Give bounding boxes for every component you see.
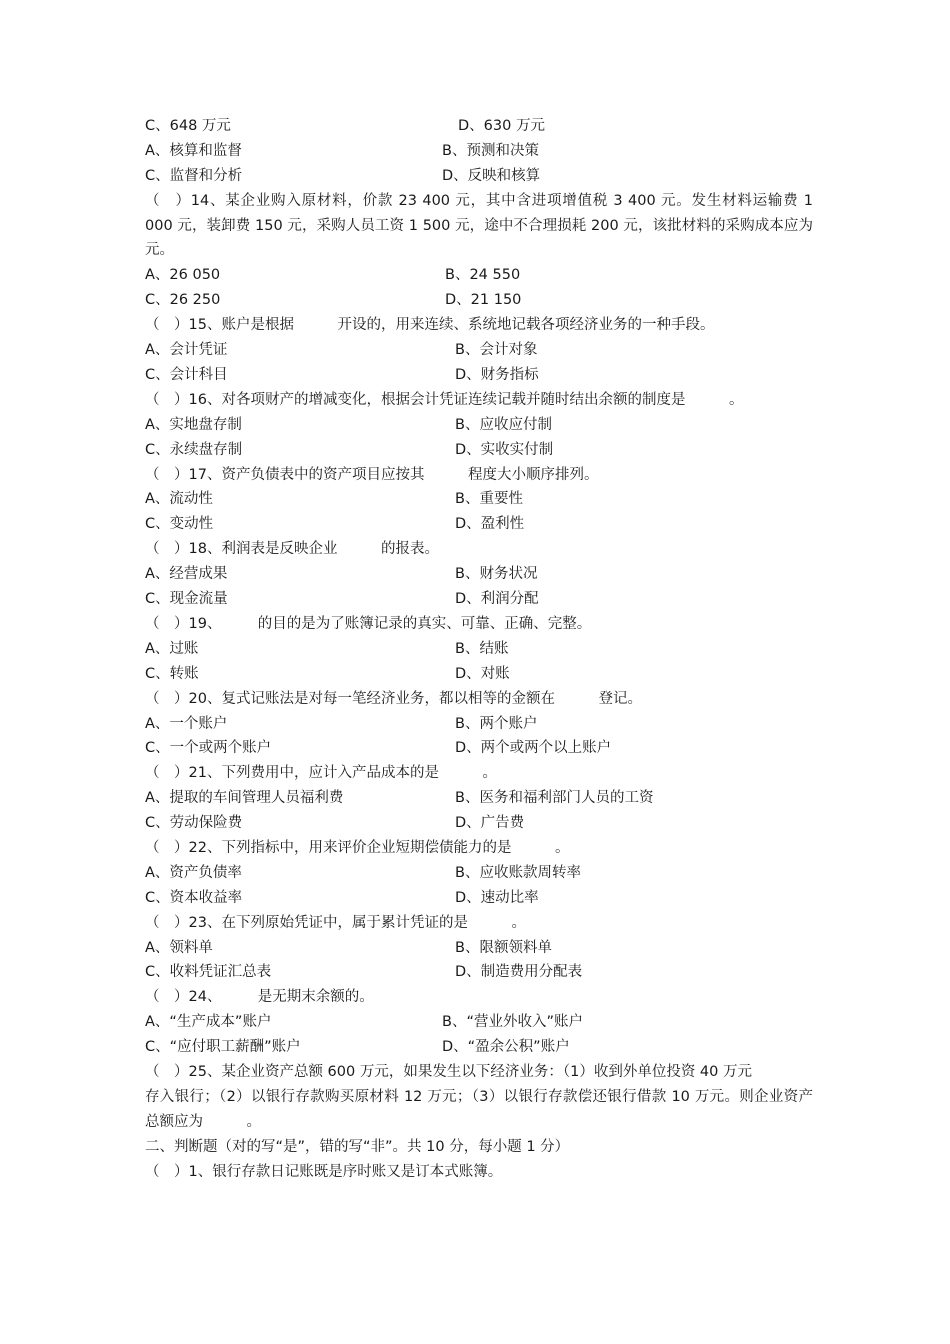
- option-left: C、变动性: [145, 516, 214, 533]
- option-right: B、24 550: [445, 267, 521, 284]
- option-right: D、21 150: [445, 292, 522, 309]
- answer-options-row: [145, 587, 813, 612]
- question-text: （ ）23、在下列原始凭证中，属于累计凭证的是 。: [145, 914, 526, 931]
- option-right: D、制造费用分配表: [455, 964, 583, 981]
- answer-options-row: [145, 637, 813, 662]
- answer-options-row: [145, 363, 813, 388]
- answer-options-row: [145, 1035, 813, 1060]
- option-right: B、财务状况: [455, 566, 538, 583]
- option-right: D、对账: [455, 665, 510, 682]
- option-left: C、现金流量: [145, 591, 228, 608]
- question-text: （ ）16、对各项财产的增减变化，根据会计凭证连续记载并随时结出余额的制度是 。: [145, 391, 744, 408]
- answer-options-row: [145, 413, 813, 438]
- option-right: B、“营业外收入”账户: [442, 1014, 583, 1031]
- answer-options-row: [145, 114, 813, 139]
- option-left: A、领料单: [145, 939, 213, 956]
- answer-options-row: [145, 662, 813, 687]
- option-right: B、两个账户: [455, 715, 538, 732]
- option-right: B、预测和决策: [442, 142, 539, 159]
- question-text: （ ）19、 的目的是为了账簿记录的真实、可靠、正确、完整。: [145, 615, 592, 632]
- option-right: D、630 万元: [458, 118, 545, 134]
- answer-options-row: [145, 512, 813, 537]
- question-text: （ ）1、银行存款日记账既是序时账又是订本式账簿。: [145, 1163, 503, 1180]
- option-left: C、劳动保险费: [145, 815, 243, 832]
- question-text: 二、判断题（对的写“是”，错的写“非”。共 10 分，每小题 1 分）: [145, 1138, 570, 1155]
- answer-options-row: [145, 562, 813, 587]
- answer-options-row: [145, 487, 813, 512]
- option-right: D、实收实付制: [455, 441, 554, 458]
- answer-options-row: [145, 960, 813, 985]
- answer-options-row: [145, 438, 813, 463]
- option-right: B、会计对象: [455, 342, 538, 359]
- option-left: C、永续盘存制: [145, 441, 243, 458]
- option-right: D、两个或两个以上账户: [455, 740, 612, 757]
- answer-options-row: [145, 288, 813, 313]
- question-text: （ ）24、 是无期末余额的。: [145, 989, 374, 1006]
- question-text: 存入银行；（2）以银行存款购买原材料 12 万元；（3）以银行存款偿还银行借款 10 万元。则企业资产总额应为 。: [145, 1088, 813, 1130]
- answer-options-row: [145, 164, 813, 189]
- option-right: D、盈利性: [455, 516, 525, 533]
- option-right: B、医务和福利部门人员的工资: [455, 790, 654, 807]
- answer-options-row: [145, 1010, 813, 1035]
- option-left: A、经营成果: [145, 566, 228, 583]
- question-text: （ ）22、下列指标中，用来评价企业短期偿债能力的是 。: [145, 839, 570, 856]
- answer-options-row: [145, 861, 813, 886]
- answer-options-row: [145, 786, 813, 811]
- option-left: A、流动性: [145, 491, 213, 508]
- question-text: （ ）18、利润表是反映企业 的报表。: [145, 541, 439, 558]
- option-left: C、资本收益率: [145, 889, 243, 906]
- exam-page-content: [145, 114, 857, 1185]
- option-left: A、26 050: [145, 267, 221, 284]
- option-left: C、收料凭证汇总表: [145, 964, 272, 981]
- question-text: （ ）25、某企业资产总额 600 万元，如果发生以下经济业务：（1）收到外单位投资 40 万元: [145, 1064, 752, 1081]
- option-left: C、一个或两个账户: [145, 740, 272, 757]
- option-right: B、应收应付制: [455, 416, 552, 433]
- option-right: B、限额领料单: [455, 939, 552, 956]
- option-left: C、26 250: [145, 292, 221, 309]
- answer-options-row: [145, 338, 813, 363]
- option-right: D、利润分配: [455, 591, 539, 608]
- answer-options-row: [145, 263, 813, 288]
- option-left: A、提取的车间管理人员福利费: [145, 790, 344, 807]
- answer-options-row: [145, 736, 813, 761]
- option-left: C、“应付职工薪酬”账户: [145, 1039, 301, 1056]
- answer-options-row: [145, 139, 813, 164]
- option-right: B、结账: [455, 640, 509, 657]
- option-left: A、一个账户: [145, 715, 228, 732]
- option-right: D、广告费: [455, 815, 525, 832]
- option-right: D、速动比率: [455, 889, 539, 906]
- answer-options-row: [145, 936, 813, 961]
- option-right: D、“盈余公积”账户: [442, 1039, 570, 1056]
- question-text: （ ）14、某企业购入原材料，价款 23 400 元，其中含进项增值税 3 400 元。发生材料运输费 1 000 元，装卸费 150 元，采购人员工资 1 500 元，途中不合理损耗 200 元，该批材料的采购成本应为 元。: [145, 192, 857, 259]
- option-left: A、“生产成本”账户: [145, 1014, 272, 1031]
- option-right: D、财务指标: [455, 366, 539, 383]
- question-text: （ ）15、账户是根据 开设的，用来连续、系统地记载各项经济业务的一种手段。: [145, 317, 715, 334]
- option-left: A、过账: [145, 640, 199, 657]
- answer-options-row: [145, 712, 813, 737]
- question-text: （ ）21、下列费用中，应计入产品成本的是 。: [145, 765, 497, 782]
- question-text: （ ）17、资产负债表中的资产项目应按其 程度大小顺序排列。: [145, 466, 599, 483]
- option-left: C、648 万元: [145, 118, 231, 134]
- question-text: （ ）20、复式记账法是对每一笔经济业务，都以相等的金额在 登记。: [145, 690, 642, 707]
- option-left: A、会计凭证: [145, 342, 228, 359]
- option-left: A、核算和监督: [145, 142, 242, 159]
- option-left: C、监督和分析: [145, 167, 243, 184]
- option-left: A、资产负债率: [145, 864, 242, 881]
- option-left: A、实地盘存制: [145, 416, 242, 433]
- option-left: C、会计科目: [145, 366, 228, 383]
- option-right: B、应收账款周转率: [455, 864, 581, 881]
- option-right: D、反映和核算: [442, 167, 541, 184]
- option-right: B、重要性: [455, 491, 523, 508]
- answer-options-row: [145, 886, 813, 911]
- option-left: C、转账: [145, 665, 199, 682]
- answer-options-row: [145, 811, 813, 836]
